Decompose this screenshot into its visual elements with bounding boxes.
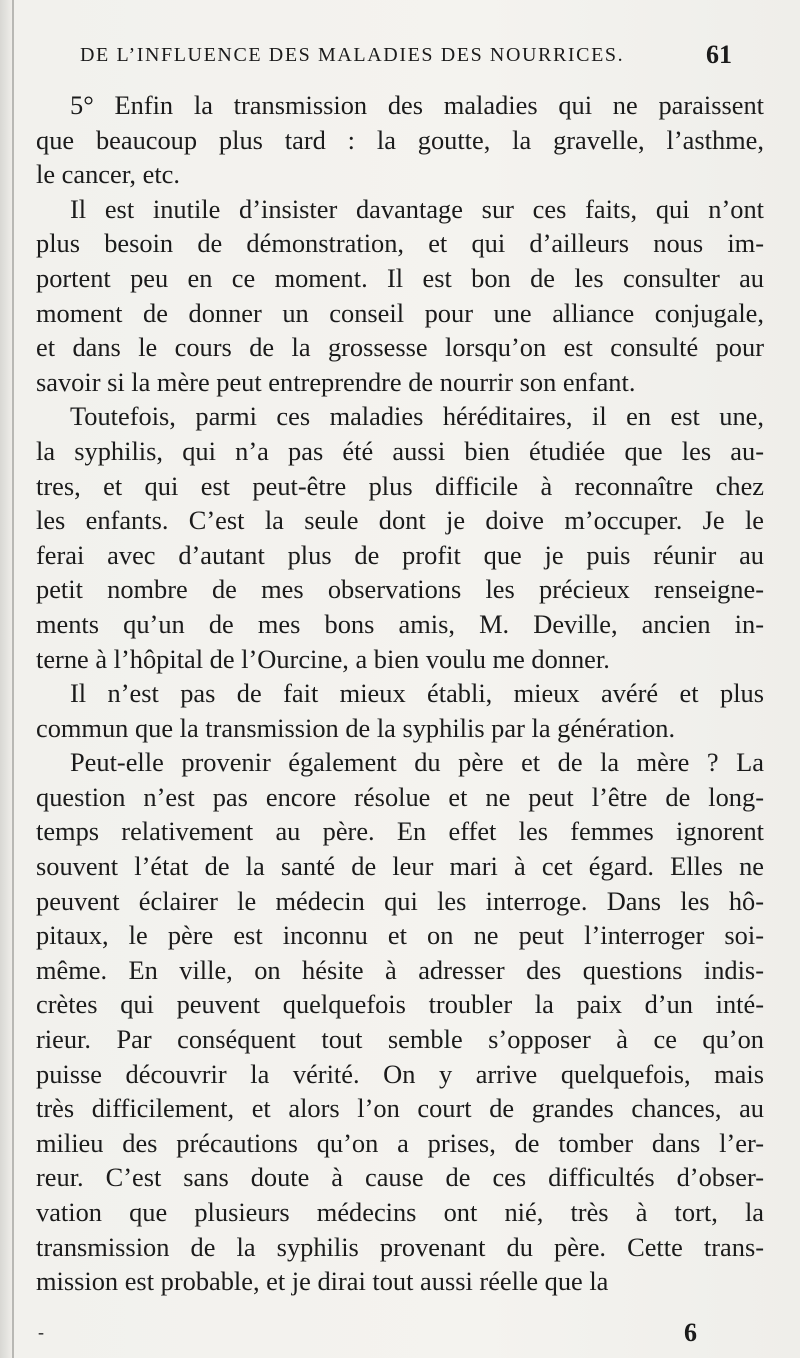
text-line: Toutefois, parmi ces maladies héréditaires, il en est une, [70,401,764,432]
text-line: terne à l’hôpital de l’Ourcine, a bien voulu me donner. [36,643,610,674]
text-line: commun que la transmission de la syphilis par la génération. [36,712,676,743]
text-line: vation que plusieurs médecins ont nié, très à tort, la [36,1197,764,1227]
text-line: savoir si la mère peut entreprendre de nourrir son enfant. [36,366,636,397]
text-line: reur. C’est sans doute à cause de ces difficultés d’obser- [36,1162,764,1193]
text-line: moment de donner un conseil pour une alliance conjugale, [36,297,764,328]
text-line: pitaux, le père est inconnu et on ne peut l’interroger soi- [36,920,764,951]
text-line: ments qu’un de mes bons amis, M. Deville, ancien in- [36,608,764,639]
running-title: DE L’INFLUENCE DES MALADIES DES NOURRICES. [80,44,625,66]
text-line: Peut-elle provenir également du père et de la mère ? La [70,747,764,778]
text-line: la syphilis, qui n’a pas été aussi bien étudiée que les au- [36,435,764,466]
signature-mark: 6 [684,1318,697,1347]
text-line: tres, et qui est peut-être plus difficile à reconnaître chez [36,470,764,501]
text-line: temps relativement au père. En effet les femmes ignorent [36,816,764,847]
text-line: que beaucoup plus tard : la goutte, la gravelle, l’asthme, [36,124,764,155]
text-line: les enfants. C’est la seule dont je doive m’occuper. Je le [36,505,764,536]
page-number: 61 [706,40,732,69]
text-line: portent peu en ce moment. Il est bon de les consulter au [36,262,764,293]
text-line: puisse découvrir la vérité. On y arrive quelquefois, mais [36,1058,764,1089]
text-line: Il n’est pas de fait mieux établi, mieux avéré et plus [70,678,764,709]
text-line: petit nombre de mes observations les précieux renseigne- [36,574,764,605]
text-line: rieur. Par conséquent tout semble s’opposer à ce qu’on [36,1024,764,1055]
text-line: milieu des précautions qu’on a prises, de tomber dans l’er- [36,1127,764,1158]
text-line: le cancer, etc. [36,159,180,190]
text-line: plus besoin de démonstration, et qui d’ailleurs nous im- [36,228,764,259]
text-line: ferai avec d’autant plus de profit que je puis réunir au [36,539,764,570]
text-line: souvent l’état de la santé de leur mari à cet égard. Elles ne [36,851,764,882]
text-line: même. En ville, on hésite à adresser des questions indis- [36,954,764,985]
text-line: et dans le cours de la grossesse lorsqu’on est consulté pour [36,332,764,363]
page-header [0,40,800,74]
text-line: très difficilement, et alors l’on court de grandes chances, au [36,1093,764,1124]
text-line: 5° Enfin la transmission des maladies qui ne paraissent [70,90,764,120]
text-line: question n’est pas encore résolue et ne peut l’être de long- [36,781,764,812]
text-line: mission est probable, et je dirai tout aussi réelle que la [36,1266,609,1297]
text-line: Il est inutile d’insister davantage sur ces faits, qui n’ont [70,193,764,224]
footer-mark: - [38,1322,44,1342]
text-line: peuvent éclairer le médecin qui les interroge. Dans les hô- [36,885,764,916]
text-line: crètes qui peuvent quelquefois troubler la paix d’un inté- [36,989,764,1020]
body-text [36,88,764,1299]
text-line: transmission de la syphilis provenant du père. Cette trans- [36,1231,764,1262]
page-spine-shadow [12,0,14,1358]
